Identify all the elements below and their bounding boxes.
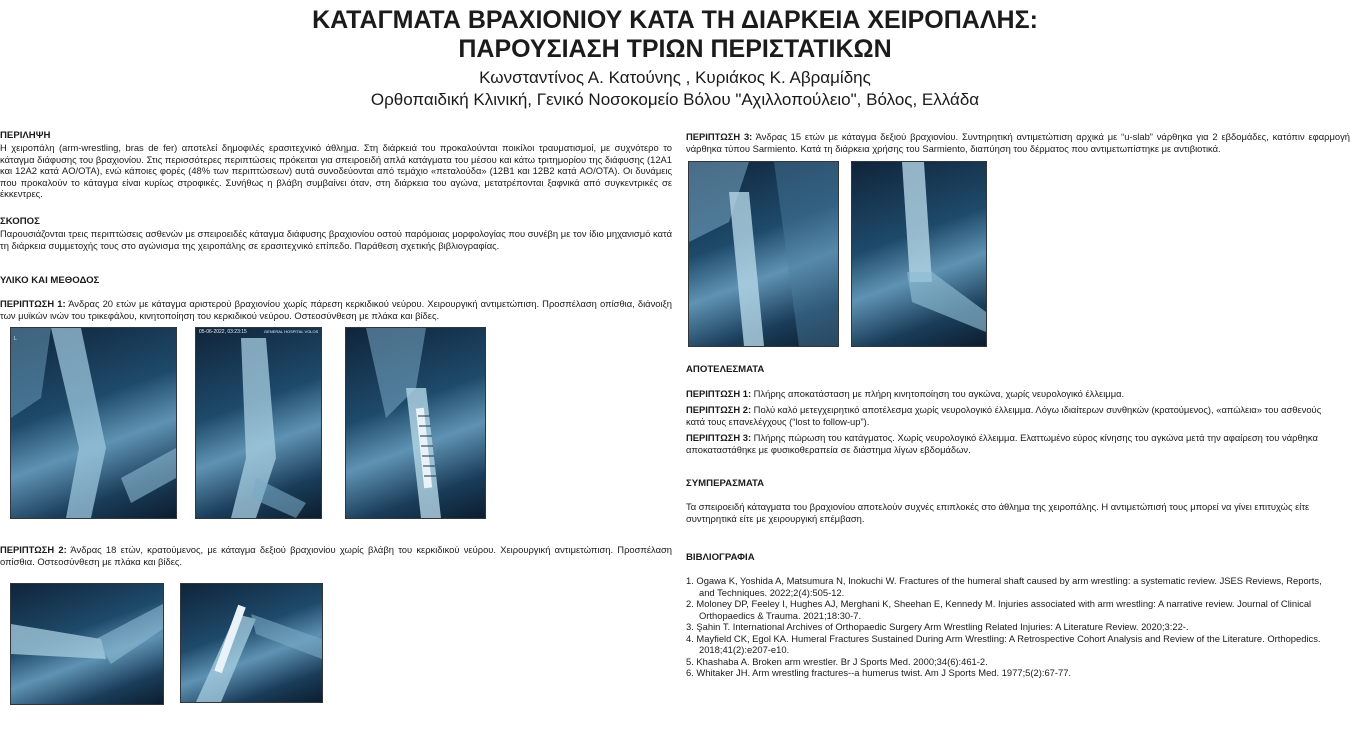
- result1-label: ΠΕΡΙΠΤΩΣΗ 1:: [686, 388, 752, 399]
- bibliography-heading: ΒΙΒΛΙΟΓΡΑΦΙΑ: [686, 552, 755, 563]
- reference-item: 5. Khashaba A. Broken arm wrestler. Br J Sports Med. 2000;34(6):461-2.: [686, 655, 988, 667]
- xray-image: [346, 328, 485, 518]
- result2-label: ΠΕΡΙΠΤΩΣΗ 2:: [686, 404, 752, 415]
- case3-xray-2: [851, 161, 987, 347]
- case3-xray-1: [688, 161, 839, 347]
- xray-image: [196, 328, 321, 518]
- case2-xray-2: [180, 583, 323, 703]
- case1-xray-3: [345, 327, 486, 519]
- reference-item: 4. Mayfield CK, Egol KA. Humeral Fractures Sustained During Arm Wrestling: A Retrospective Cohort Analysis and Review of the Literature. Orthopedics. 2018;41(2):e207-e10.: [686, 632, 1321, 655]
- aim-heading: ΣΚΟΠΟΣ: [0, 216, 40, 227]
- reference-item: 3. Şahin T. International Archives of Orthopaedic Surgery Arm Wrestling Related Injuries: A Literature Review. 2020;3:22-.: [686, 621, 1189, 632]
- title-line-1: ΚΑΤΑΓΜΑΤΑ ΒΡΑΧΙΟΝΙΟΥ ΚΑΤΑ ΤΗ ΔΙΑΡΚΕΙΑ ΧΕΙΡΟΠΑΛΗΣ:: [312, 6, 1038, 34]
- summary-text: Η χειροπάλη (arm-wrestling, bras de fer) αποτελεί δημοφιλές ερασιτεχνικό άθλημα. Στη διάρκειά του προκαλούνται ποικίλοι τραυματισμοί, με συχνότερο το κάταγμα διάφυσης του βραχιονίου. Στις περισσότερες περιπτώσεις πρόκειται για σπειροειδή απλά κατάγματα του μέσου και κάτω τριτημορίου της διάφυσης (12A1 και 12A2 κατά AO/OTA), ενώ κάποιες φορές (48% των περιπτώσεων) αυτά συνοδεύονται από τεμάχιο «πεταλούδα» (12B1 και 12B2 κατά AO/OTA). Οι δυνάμεις που προκαλούν το κάταγμα είναι κυρίως στροφικές. Συνήθως η βλάβη συμβαίνει όταν, στη διάρκεια του αγώνα, μετατρέπονται ξαφνικά από συγκεντρικές σε έκκεντρες.: [0, 142, 672, 200]
- reference-item: 1. Ogawa K, Yoshida A, Matsumura N, Inokuchi W. Fractures of the humeral shaft caused by arm wrestling: a systematic review. JSES Reviews, Reports, and Techniques. 2022;2(4):505-12.: [686, 575, 1322, 598]
- result1-line: [686, 388, 1350, 400]
- conclusions-line1: Τα σπειροειδή κάταγματα του βραχιονίου αποτελούν συχνές επιπλοκές στο άθλημα της χειροπάλης. Η αντιμετώπισή τους μπορεί να γίνει επιτυχώς είτε: [686, 501, 1310, 512]
- xray-image: [852, 162, 986, 346]
- result1-text: Πλήρης αποκατάσταση με πλήρη κινητοποίηση του αγκώνα, χωρίς νευρολογικό έλλειμμα.: [753, 388, 1125, 399]
- case2-label: ΠΕΡΙΠΤΩΣΗ 2:: [0, 544, 67, 555]
- reference-list: [686, 575, 1350, 679]
- affiliation: Ορθοπαιδική Κλινική, Γενικό Νοσοκομείο Βόλου "Αχιλλοπούλειο", Βόλος, Ελλάδα: [370, 90, 980, 109]
- xray-date-stamp: 05-06-2022, 03:23:15: [199, 329, 247, 335]
- xray-image: [11, 328, 176, 518]
- results-heading: ΑΠΟΤΕΛΕΣΜΑΤΑ: [686, 364, 765, 375]
- reference-item: 6. Whitaker JH. Arm wrestling fractures--a humerus twist. Am J Sports Med. 1977;5(2):67-77.: [686, 667, 1072, 678]
- result2-line1: [686, 404, 1350, 416]
- result2-text: Πολύ καλό μετεγχειρητικό αποτέλεσμα χωρίς νευρολογικό έλλειμμα. Λόγω ιδιαίτερων συνθηκών (κρατούμενος), «απώλεια» του ασθενούς: [753, 404, 1322, 415]
- case2-paragraph: [0, 544, 672, 567]
- case1-xray-2: [195, 327, 322, 519]
- result3-text: Πλήρης πώρωση του κατάγματος. Χωρίς νευρολογικό έλλειμμα. Ελαττωμένο εύρος κίνησης του αγκώνα μετά την αφαίρεση του νάρθηκα: [753, 432, 1318, 443]
- case1-xray-1: [10, 327, 177, 519]
- case1-paragraph: [0, 298, 672, 321]
- case1-text: Άνδρας 20 ετών με κάταγμα αριστερού βραχιονίου χωρίς πάρεση κερκιδικού νεύρου. Χειρουργική αντιμετώπιση. Προσπέλαση οπίσθια, διάνοιξη των μυϊκών ινών του τρικεφάλου, κινητοποίηση του κερκιδικού νεύρου. Οστεοσύνθεση με πλάκα και βίδες.: [0, 298, 672, 321]
- xray-image: [689, 162, 838, 346]
- case2-text: Άνδρας 18 ετών, κρατούμενος, με κάταγμα δεξιού βραχιονίου χωρίς βλάβη του κερκιδικού νεύρου. Χειρουργική αντιμετώπιση. Προσπέλαση οπίσθια. Οστεοσύνθεση με πλάκα και βίδες.: [0, 544, 673, 567]
- xray-hospital-stamp: GENERAL HOSPITAL VOLOS: [264, 329, 319, 334]
- methods-heading: ΥΛΙΚΟ ΚΑΙ ΜΕΘΟΔΟΣ: [0, 275, 100, 286]
- case3-label: ΠΕΡΙΠΤΩΣΗ 3:: [686, 131, 753, 142]
- xray-image: [11, 584, 163, 704]
- result3-line1: [686, 432, 1350, 444]
- result3-line2: αποκαταστάθηκε με φυσικοθεραπεία σε διάστημα λίγων εβδομάδων.: [686, 444, 971, 455]
- svg-text:L: L: [14, 336, 17, 342]
- poster-title: [0, 6, 1350, 64]
- case2-xray-1: [10, 583, 164, 705]
- case3-text: Άνδρας 15 ετών με κάταγμα δεξιού βραχιονίου. Συντηρητική αντιμετώπιση αρχικά με “u-slab” νάρθηκα για 2 εβδομάδες, κατόπιν εφαρμογή νάρθηκα τύπου Sarmiento. Κατά τη διάρκεια χρήσης του Sarmiento, διαπύηση του δέρματος που αντιμετωπίστηκε με αντιβιοτικά.: [686, 131, 1350, 154]
- case1-label: ΠΕΡΙΠΤΩΣΗ 1:: [0, 298, 66, 309]
- result3-label: ΠΕΡΙΠΤΩΣΗ 3:: [686, 432, 752, 443]
- conclusions-heading: ΣΥΜΠΕΡΑΣΜΑΤΑ: [686, 478, 765, 489]
- title-line-2: ΠΑΡΟΥΣΙΑΣΗ ΤΡΙΩΝ ΠΕΡΙΣΤΑΤΙΚΩΝ: [458, 35, 892, 63]
- xray-image: [181, 584, 322, 702]
- case3-paragraph: [686, 131, 1350, 154]
- reference-item: 2. Moloney DP, Feeley I, Hughes AJ, Merghani K, Sheehan E, Kennedy M. Injuries associated with arm wrestling: A narrative review. Journal of Clinical Orthopaedics & Trauma. 2021;18:30-7.: [686, 598, 1312, 621]
- authors: Κωνσταντίνος Α. Κατούνης , Κυριάκος Κ. Αβραμίδης: [479, 68, 871, 87]
- aim-text: Παρουσιάζονται τρεις περιπτώσεις ασθενών με σπειροειδές κάταγμα διάφυσης βραχιονίου οστού παρόμοιας μορφολογίας που συνέβη με τον ίδιο μηχανισμό κατά τη διάρκεια συμμετοχής τους στο αγώνισμα της χειροπάλης σε ερασιτεχνικό επίπεδο. Παράθεση σχετικής βιβλιογραφίας.: [0, 228, 672, 251]
- summary-heading: ΠΕΡΙΛΗΨΗ: [0, 130, 51, 141]
- result2-line2: κατά τους επανελέγχους (“lost to follow-up”).: [686, 416, 870, 427]
- conclusions-line2: συντηρητικά είτε με χειρουργική επέμβαση.: [686, 513, 865, 524]
